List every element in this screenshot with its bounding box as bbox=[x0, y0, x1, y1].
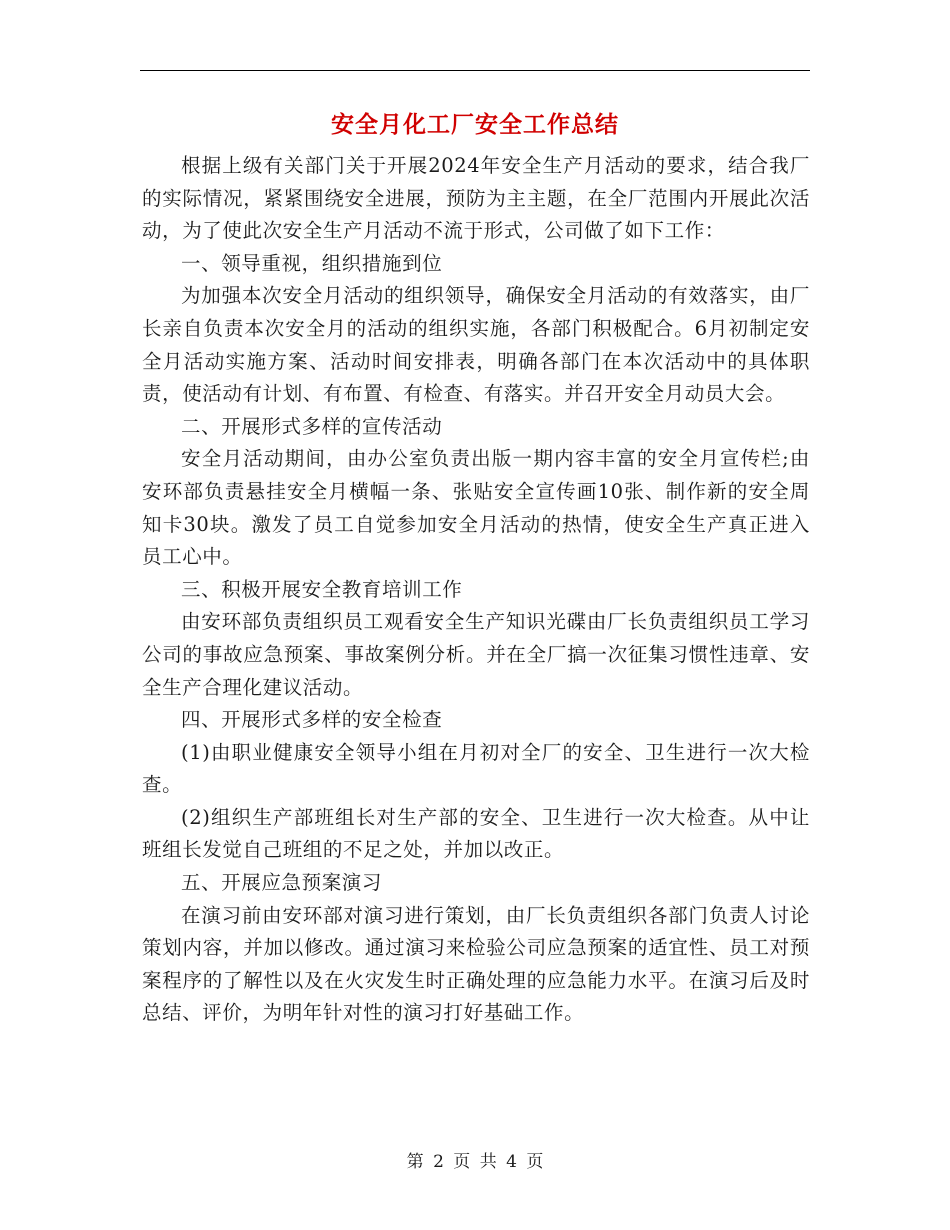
section-paragraph-1: 为加强本次安全月活动的组织领导，确保安全月活动的有效落实，由厂长亲自负责本次安全月的活动的组织实施，各部门积极配合。6月初制定安全月活动实施方案、活动时间安排表，明确各部门在本次活动中的具体职责，使活动有计划、有布置、有检查、有落实。并召开安全月动员大会。 bbox=[142, 284, 810, 406]
section-paragraph-5: 在演习前由安环部对演习进行策划，由厂长负责组织各部门负责人讨论策划内容，并加以修改。通过演习来检验公司应急预案的适宜性、员工对预案程序的了解性以及在火灾发生时正确处理的应急能力水平。在演习后及时总结、评价，为明年针对性的演习打好基础工作。 bbox=[142, 903, 810, 1025]
header-rule bbox=[140, 70, 810, 71]
document-body bbox=[142, 150, 810, 1030]
section-paragraph-4a: (1)由职业健康安全领导小组在月初对全厂的安全、卫生进行一次大检查。 bbox=[142, 740, 810, 797]
section-heading-2: 二、开展形式多样的宣传活动 bbox=[181, 414, 443, 438]
section-heading-4: 四、开展形式多样的安全检查 bbox=[181, 708, 443, 732]
section-paragraph-3: 由安环部负责组织员工观看安全生产知识光碟由厂长负责组织员工学习公司的事故应急预案、事故案例分析。并在全厂搞一次征集习惯性违章、安全生产合理化建议活动。 bbox=[142, 610, 810, 699]
section-paragraph-2: 安全月活动期间，由办公室负责出版一期内容丰富的安全月宣传栏;由安环部负责悬挂安全月横幅一条、张贴安全宣传画10张、制作新的安全周知卡30块。激发了员工自觉参加安全月活动的热情，使安全生产真正进入员工心中。 bbox=[142, 447, 810, 569]
intro-paragraph: 根据上级有关部门关于开展2024年安全生产月活动的要求，结合我厂的实际情况，紧紧围绕安全进展，预防为主主题，在全厂范围内开展此次活动，为了使此次安全生产月活动不流于形式，公司做了如下工作： bbox=[142, 154, 810, 243]
document-title: 安全月化工厂安全工作总结 bbox=[331, 111, 619, 138]
section-heading-5: 五、开展应急预案演习 bbox=[181, 871, 383, 895]
section-heading-1: 一、领导重视，组织措施到位 bbox=[181, 251, 443, 275]
section-heading-3: 三、积极开展安全教育培训工作 bbox=[181, 577, 463, 601]
page-number: 第 2 页 共 4 页 bbox=[406, 1152, 544, 1172]
section-paragraph-4b: (2)组织生产部班组长对生产部的安全、卫生进行一次大检查。从中让班组长发觉自己班组的不足之处，并加以改正。 bbox=[142, 805, 810, 862]
